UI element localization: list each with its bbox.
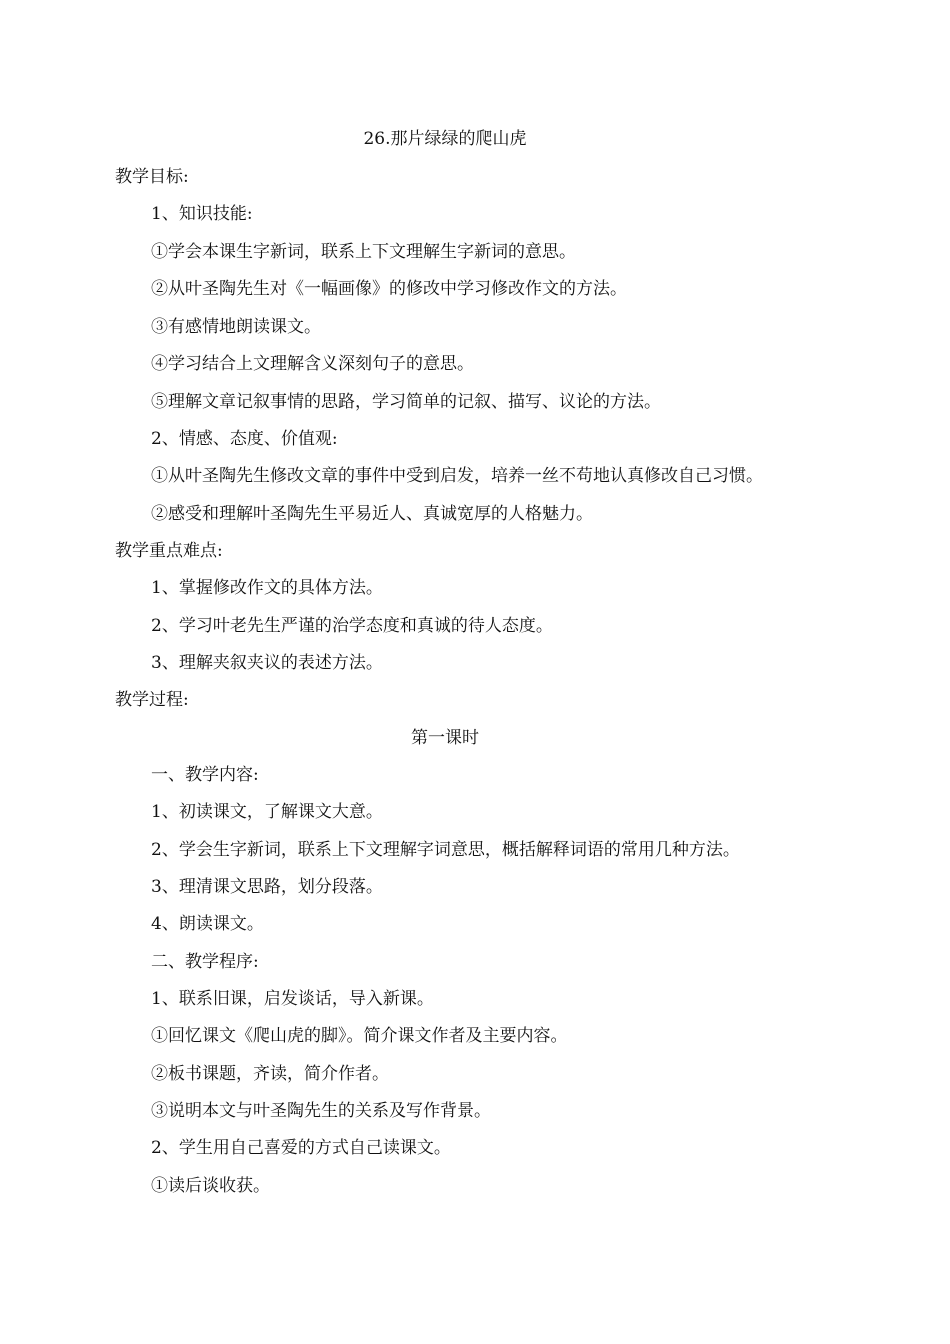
process-heading: 教学过程: [115, 690, 189, 710]
knowledge-item: ⑤理解文章记叙事情的思路，学习简单的记叙、描写、议论的方法。 [151, 392, 661, 412]
knowledge-item: ①学会本课生字新词，联系上下文理解生字新词的意思。 [151, 242, 576, 262]
key-point-item: 2、学习叶老先生严谨的治学态度和真诚的待人态度。 [151, 616, 553, 636]
key-point-item: 3、理解夹叙夹议的表述方法。 [151, 653, 383, 673]
goals-heading: 教学目标: [115, 167, 189, 187]
content-item: 4、朗读课文。 [151, 914, 264, 934]
content-item: 2、学会生字新词，联系上下文理解字词意思，概括解释词语的常用几种方法。 [151, 840, 740, 860]
emotion-heading: 2、情感、态度、价值观: [151, 429, 338, 449]
procedure-heading: 二、教学程序: [151, 952, 259, 972]
procedure-item: ①读后谈收获。 [151, 1176, 270, 1196]
procedure-step: 1、联系旧课，启发谈话，导入新课。 [151, 989, 434, 1009]
procedure-item: ③说明本文与叶圣陶先生的关系及写作背景。 [151, 1101, 491, 1121]
emotion-item: ②感受和理解叶圣陶先生平易近人、真诚宽厚的人格魅力。 [151, 504, 593, 524]
content-heading: 一、教学内容: [151, 765, 259, 785]
key-points-heading: 教学重点难点: [115, 541, 223, 561]
procedure-item: ①回忆课文《爬山虎的脚》。简介课文作者及主要内容。 [151, 1026, 568, 1046]
emotion-item: ①从叶圣陶先生修改文章的事件中受到启发，培养一丝不苟地认真修改自己习惯。 [151, 466, 763, 486]
procedure-step: 2、学生用自己喜爱的方式自己读课文。 [151, 1138, 451, 1158]
lesson-title: 第一课时 [411, 728, 479, 748]
procedure-item: ②板书课题，齐读，简介作者。 [151, 1064, 389, 1084]
content-item: 3、理清课文思路，划分段落。 [151, 877, 383, 897]
document-title: 26.那片绿绿的爬山虎 [363, 129, 527, 149]
key-point-item: 1、掌握修改作文的具体方法。 [151, 578, 383, 598]
knowledge-heading: 1、知识技能: [151, 204, 253, 224]
content-item: 1、初读课文，了解课文大意。 [151, 802, 383, 822]
knowledge-item: ②从叶圣陶先生对《一幅画像》的修改中学习修改作文的方法。 [151, 279, 627, 299]
knowledge-item: ③有感情地朗读课文。 [151, 317, 321, 337]
knowledge-item: ④学习结合上文理解含义深刻句子的意思。 [151, 354, 474, 374]
